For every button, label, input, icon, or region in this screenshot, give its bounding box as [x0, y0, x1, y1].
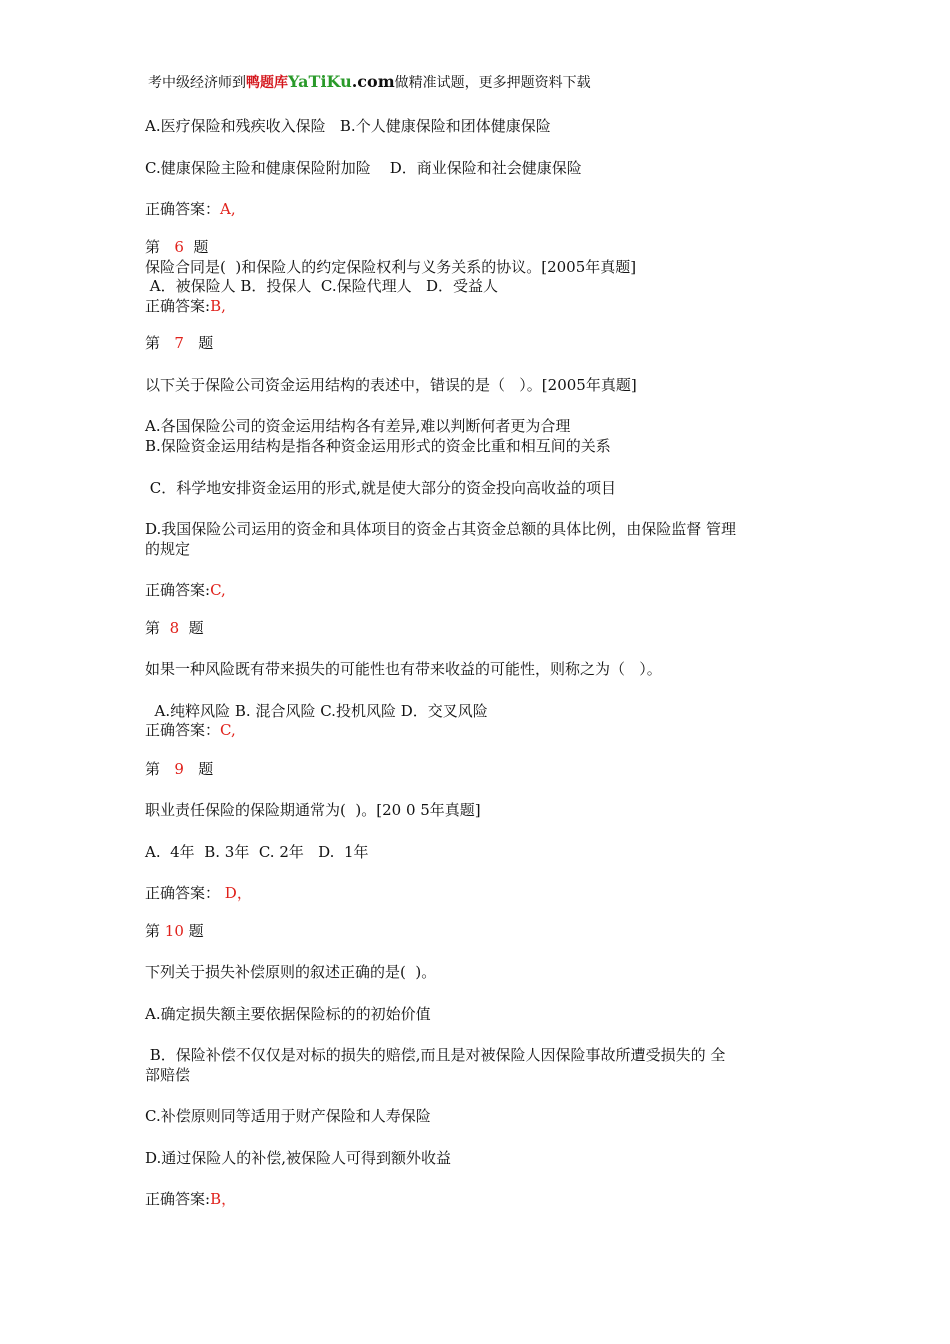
header-prefix: 考中级经济师到 [148, 75, 246, 91]
q10-option-b-line2: 部赔偿 [145, 1066, 191, 1084]
answer-label: 正确答案： [145, 200, 221, 218]
q10-option-c: C.补偿原则同等适用于财产保险和人寿保险 [145, 1107, 431, 1125]
answer-value: B， [210, 1190, 237, 1208]
question-prefix: 第 [145, 760, 161, 778]
answer-label: 正确答案： [145, 721, 221, 739]
answer-value: A, [220, 200, 236, 218]
question-suffix: 题 [188, 922, 204, 940]
q9-question: 职业责任保险的保险期通常为( )。[20 0 5年真题] [145, 801, 481, 819]
header-suffix: 做精准试题，更多押题资料下载 [394, 75, 591, 91]
answer-value: C, [220, 721, 236, 739]
question-prefix: 第 [145, 922, 161, 940]
question-suffix: 题 [198, 760, 214, 778]
q5-answer-line [145, 199, 236, 219]
answer-value: B, [210, 297, 226, 315]
q6-options: A．被保险人 B．投保人 C.保险代理人 D．受益人 [145, 277, 498, 295]
q10-option-d: D.通过保险人的补偿,被保险人可得到额外收益 [145, 1149, 452, 1167]
q10-option-b-line1: B．保险补偿不仅仅是对标的损失的赔偿,而且是对被保险人因保险事故所遭受损失的 全 [145, 1046, 726, 1064]
question-suffix: 题 [193, 238, 209, 256]
q7-heading [145, 333, 213, 353]
q7-question: 以下关于保险公司资金运用结构的表述中，错误的是（ ）。[2005年真题] [145, 376, 637, 394]
question-prefix: 第 [145, 334, 161, 352]
q6-question: 保险合同是( )和保险人的约定保险权利与义务关系的协议。[2005年真题] [145, 258, 637, 276]
question-number: 8 [169, 619, 180, 637]
q8-question: 如果一种风险既有带来损失的可能性也有带来收益的可能性，则称之为（ ）。 [145, 660, 662, 678]
q7-option-b: B.保险资金运用结构是指各种资金运用形式的资金比重和相互间的关系 [145, 437, 611, 455]
answer-value: C, [210, 581, 226, 599]
answer-label: 正确答案: [145, 581, 211, 599]
question-suffix: 题 [188, 619, 204, 637]
page-header [148, 72, 591, 93]
q5-options-ab: A.医疗保险和残疾收入保险 B.个人健康保险和团体健康保险 [145, 117, 551, 135]
q8-heading [145, 618, 204, 638]
question-number: 7 [174, 334, 184, 352]
question-prefix: 第 [145, 619, 161, 637]
q10-question: 下列关于损失补偿原则的叙述正确的是( )。 [145, 963, 437, 981]
q8-options: A.纯粹风险 B. 混合风险 C.投机风险 D．交叉风险 [145, 702, 488, 720]
answer-label: 正确答案: [145, 1190, 211, 1208]
q10-option-a: A.确定损失额主要依据保险标的的初始价值 [145, 1005, 431, 1023]
q7-option-d-line1: D.我国保险公司运用的资金和具体项目的资金占其资金总额的具体比例，由保险监督 管理 [145, 520, 737, 538]
question-number: 9 [174, 760, 184, 778]
q7-option-a: A.各国保险公司的资金运用结构各有差异,难以判断何者更为合理 [145, 417, 571, 435]
q9-answer-line [145, 883, 252, 903]
question-prefix: 第 [145, 238, 161, 256]
q5-options-cd: C.健康保险主险和健康保险附加险 D．商业保险和社会健康保险 [145, 159, 582, 177]
brand-name-cn[interactable]: 鸭题库 [246, 75, 288, 91]
answer-label: 正确答案： [145, 884, 221, 902]
q9-heading [145, 759, 213, 779]
q10-answer-line [145, 1189, 236, 1209]
answer-label: 正确答案: [145, 297, 211, 315]
q7-answer-line [145, 580, 226, 600]
question-number: 6 [174, 238, 184, 256]
question-number: 10 [164, 922, 184, 940]
q7-option-c: C．科学地安排资金运用的形式,就是使大部分的资金投向高收益的项目 [145, 479, 617, 497]
q8-answer-line [145, 720, 236, 740]
q10-heading [145, 921, 204, 941]
answer-value: D， [224, 884, 252, 902]
q6-answer-line [145, 296, 226, 316]
q6-heading [145, 237, 208, 257]
q9-options: A. 4年 B. 3年 C. 2年 D. 1年 [145, 843, 369, 861]
question-suffix: 题 [198, 334, 214, 352]
brand-name-en[interactable]: YaTiKu [288, 72, 352, 91]
brand-domain[interactable]: .com [351, 72, 395, 91]
q7-option-d-line2: 的规定 [145, 540, 191, 558]
